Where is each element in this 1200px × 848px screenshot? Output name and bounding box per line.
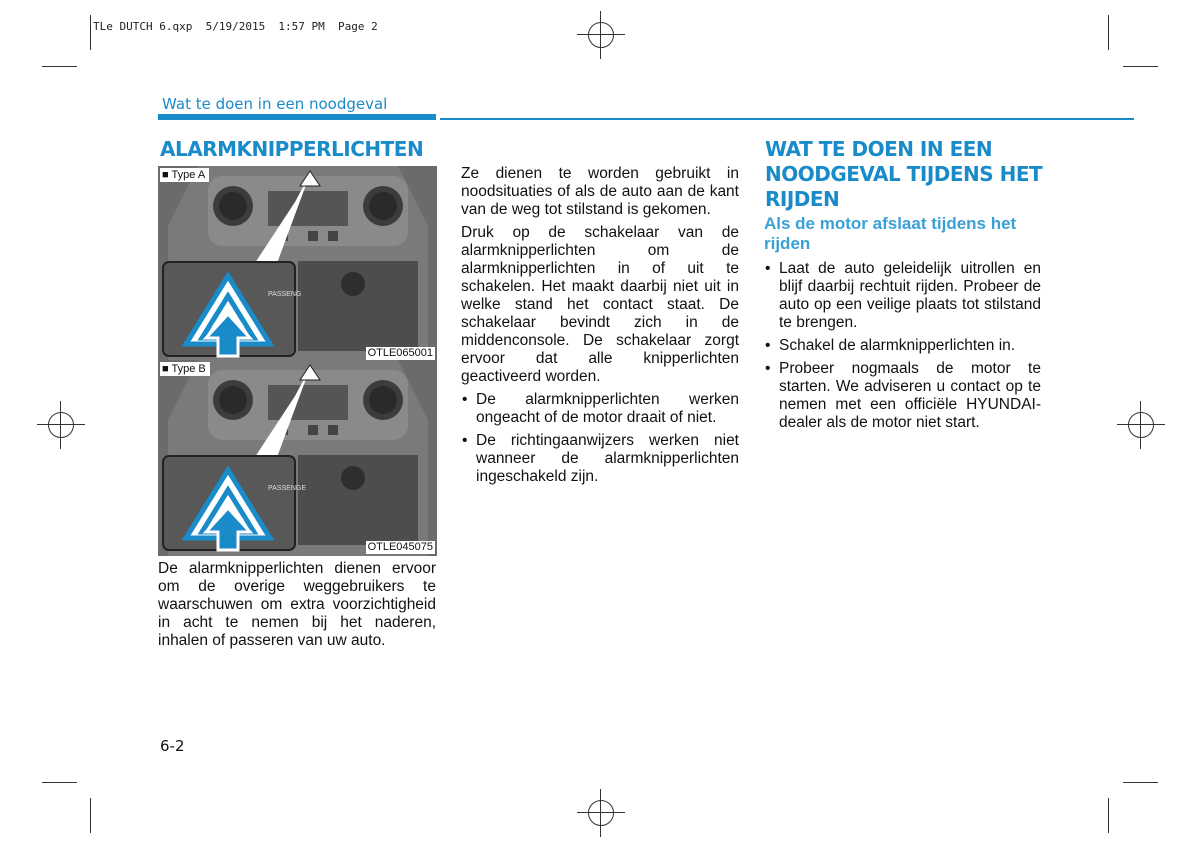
bullet-list <box>764 260 1041 432</box>
crop-mark <box>1108 798 1109 833</box>
print-slug: TLe DUTCH 6.qxp 5/19/2015 1:57 PM Page 2 <box>93 20 378 33</box>
crop-mark <box>1123 66 1158 67</box>
heading-alarm-lights: ALARMKNIPPERLICHTEN <box>160 137 424 161</box>
section-label: Wat te doen in een noodgeval <box>162 95 388 113</box>
header-rule-thin <box>440 118 1134 120</box>
middle-column <box>461 165 739 491</box>
right-column <box>764 260 1041 437</box>
registration-mark-right <box>1128 412 1154 438</box>
subheading-engine-stall: Als de motor afslaat tijdens het rijden <box>764 214 1017 253</box>
list-item: • Schakel de alarmknipperlichten in. <box>764 337 1041 355</box>
list-item: • De alarmknipperlichten werken ongeacht of de motor draait of niet. <box>461 391 739 427</box>
list-item: • De richtingaanwijzers werken niet wanneer de alarmknipperlichten ingeschakeld zijn. <box>461 432 739 486</box>
left-paragraph: De alarmknipperlichten dienen ervoor om de overige weggebruikers te waarschuwen om extra voorzichtigheid in acht te nemen bij het naderen, inhalen of passeren van uw auto. <box>158 560 436 649</box>
crop-mark <box>90 15 91 50</box>
crop-mark <box>1123 782 1158 783</box>
paragraph: Druk op de schakelaar van de alarmknipperlichten om de alarmknipperlichten in of uit te schakelen. Het maakt daarbij niet uit in welke stand het contact staat. De schakelaar bevindt zich in de middenconsole. De schakelaar zorgt ervoor dat alle knipperlichten geactiveerd worden. <box>461 224 739 385</box>
button-text: PASSENG <box>268 291 302 298</box>
registration-mark-left <box>48 412 74 438</box>
crop-mark <box>1108 15 1109 50</box>
crop-mark <box>90 798 91 833</box>
header-rule-thick <box>158 114 436 120</box>
bullet-list <box>461 391 739 486</box>
figure-type-a <box>158 166 437 362</box>
heading-emergency-driving: WAT TE DOEN IN EEN NOODGEVAL TIJDENS HET RIJDEN <box>765 137 1043 211</box>
page-number: 6-2 <box>160 737 185 755</box>
console-illustration <box>158 360 437 556</box>
list-item: • Probeer nogmaals de motor te starten. We adviseren u contact op te nemen met een officiële HYUNDAI-dealer als de motor niet start. <box>764 360 1041 432</box>
crop-mark <box>42 782 77 783</box>
crop-mark <box>42 66 77 67</box>
list-item: • Laat de auto geleidelijk uitrollen en blijf daarbij rechtuit rijden. Probeer de auto op een veilige plaats tot stilstand te brengen. <box>764 260 1041 332</box>
figure-code: OTLE065001 <box>367 347 433 359</box>
figure-type-b <box>158 360 437 556</box>
console-illustration <box>158 166 437 362</box>
figure-type-label: ■ Type B <box>160 362 210 376</box>
figure-code: OTLE045075 <box>367 541 433 553</box>
registration-mark-top <box>588 22 614 48</box>
paragraph: Ze dienen te worden gebruikt in noodsituaties of als de auto aan de kant van de weg tot stilstand is gekomen. <box>461 165 739 218</box>
registration-mark-bottom <box>588 800 614 826</box>
figure-type-label: ■ Type A <box>160 168 209 182</box>
button-text: PASSENGE <box>268 485 306 492</box>
